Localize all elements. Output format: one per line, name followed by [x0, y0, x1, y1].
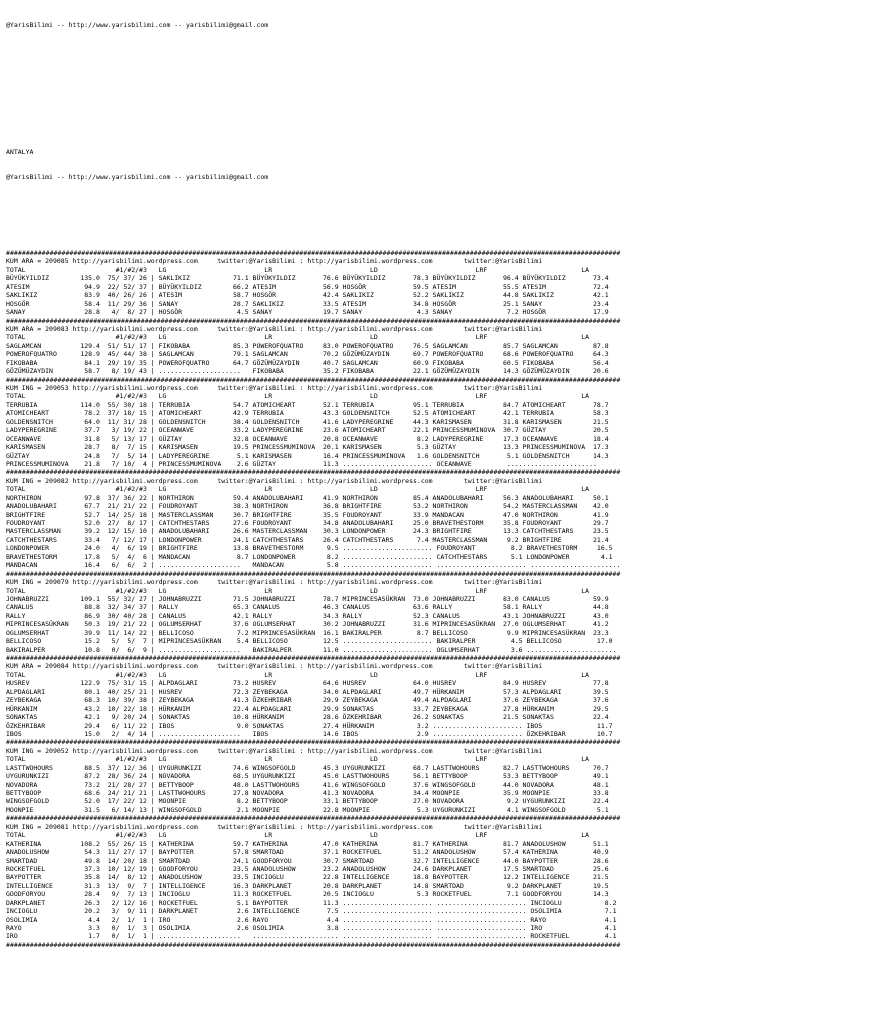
race-row: RAYO 3.3 0/ 1/ 3 | OSOLIMIA 2.6 OSOLIMIA 3.8 ....................... ....................... IRO 4.1: [6, 924, 617, 932]
race-row: GOODFORYOU 28.4 9/ 7/ 13 | INCIOGLU 11.3 ROCKETFUEL 20.5 INCIOGLU 5.3 ROCKETFUEL 7.1 GOODFORYOU 14.3: [6, 890, 609, 899]
separator-line: ###########################################################################################################################################################: [6, 814, 621, 823]
race-row: SANAY 28.8 4/ 8/ 27 | HOSGÖR 4.5 SANAY 19.7 SANAY 4.3 SANAY 7.2 HOSGÖR 17.9: [6, 308, 609, 317]
race-row: BAYPOTTER 35.8 14/ 8/ 12 | ANADOLUSHOW 23.5 INCIOGLU 22.8 INTELLIGENCE 18.8 BAYPOTTER 12.2 INTELLIGENCE 21.5: [6, 873, 609, 882]
blank-line: [6, 46, 620, 54]
race-row: GOLDENSNITCH 64.0 11/ 31/ 28 | GOLDENSNITCH 38.4 GOLDENSNITCH 41.6 LADYPEREGRINE 44.3 KARISMASEN 31.8 KARISMASEN 21.5: [6, 417, 609, 426]
race-row: RALLY 86.9 30/ 40/ 28 | CANALUS 42.1 RALLY 34.3 RALLY 52.3 CANALUS 43.1 JOHNABRUZZI 43.0: [6, 611, 609, 620]
race-row: ATOMICHEART 78.2 37/ 18/ 15 | ATOMICHEART 42.9 TERRUBIA 43.3 GOLDENSNITCH 52.5 ATOMICHEART 42.1 TERRUBIA 58.3: [6, 409, 609, 418]
race-row: OCEANWAVE 31.8 5/ 13/ 17 | GÜZTAY 32.8 OCEANWAVE 20.8 OCEANWAVE 8.2 LADYPEREGRINE 17.3 OCEANWAVE 18.4: [6, 434, 609, 443]
race-row: BRIGHTFIRE 52.7 14/ 25/ 18 | MASTERCLASSMAN 30.7 BRIGHTFIRE 35.5 FOUDROYANT 33.9 MANDACAN 47.0 NORTHIRON 41.9: [6, 510, 609, 519]
race-block: [6, 570, 620, 654]
results-document: [6, 4, 620, 958]
race-title: KUM ARA = 209084 http://yarisbilimi.wordpress.com twitter:@YarisBilimi : http://yarisbilimi.wordpress.com twitter:@YarisBilimi: [6, 662, 543, 671]
race-row: SAGLAMCAN 129.4 51/ 51/ 17 | FIKOBABA 85.3 POWEROFQUATRO 83.0 POWEROFQUATRO 76.5 SAGLAMCAN 85.7 SAGLAMCAN 87.8: [6, 341, 609, 350]
race-row: NOVADORA 73.2 21/ 28/ 27 | BETTYBOOP 48.0 LASTTWOHOURS 41.6 WINGSOFGOLD 37.6 WINGSOFGOLD 44.0 NOVADORA 48.1: [6, 780, 609, 789]
race-title: KUM ING = 209081 http://yarisbilimi.wordpress.com twitter:@YarisBilimi : http://yarisbilimi.wordpress.com twitter:@YarisBilimi: [6, 822, 543, 831]
race-row: ZEYBEKAGA 68.3 10/ 39/ 38 | ZEYBEKAGA 41.3 ÖZKEHRIBAR 29.9 ZEYBEKAGA 49.4 ALPDAGLARI 37.6 ZEYBEKAGA 37.6: [6, 696, 609, 705]
blank-line: [6, 97, 620, 105]
race-title: KUM ING = 209079 http://yarisbilimi.wordpress.com twitter:@YarisBilimi : http://yarisbilimi.wordpress.com twitter:@YarisBilimi: [6, 578, 543, 587]
race-row: POWEROFQUATRO 128.9 45/ 44/ 38 | SAGLAMCAN 79.1 SAGLAMCAN 70.2 GÖZÜMÜZAYDIN 69.7 POWEROFQUATRO 68.6 POWEROFQUATRO 64.3: [6, 350, 609, 359]
race-row: BÜYÜKYILDIZ 135.0 75/ 37/ 26 | SAKLIKIZ 71.1 BÜYÜKYILDIZ 76.6 BÜYÜKYILDIZ 78.3 BÜYÜKYILDIZ 96.4 BÜYÜKYILDIZ 73.4: [6, 274, 609, 283]
column-header: TOTAL #1/#2/#3 LG LR LD LRF LA: [6, 392, 590, 401]
race-row: INTELLIGENCE 31.3 13/ 9/ 7 | INTELLIGENCE 16.3 DARKPLANET 20.8 DARKPLANET 14.8 SMARTDAD 9.2 DARKPLANET 19.5: [6, 881, 609, 890]
race-row: OSOLIMIA 4.4 2/ 1/ 1 | IRO 2.6 RAYO 4.4 ....................... ....................... RAYO 4.1: [6, 915, 617, 924]
race-row: KATHERINA 108.2 55/ 26/ 15 | KATHERINA 59.7 KATHERINA 47.0 KATHERINA 81.7 KATHERINA 81.7 ANADOLUSHOW 51.1: [6, 839, 609, 848]
race-row: LONDONPOWER 24.0 4/ 6/ 19 | BRIGHTFIRE 13.8 BRAVETHESTORM 9.5 ....................... FOUDROYANT 8.2 BRAVETHESTORM 16.5: [6, 544, 613, 553]
header-sub-line: @YarisBilimi -- http://www.yarisbilimi.com -- yarisbilimi@gmail.com: [6, 172, 269, 181]
race-title: KUM ING = 209053 http://yarisbilimi.wordpress.com twitter:@YarisBilimi : http://yarisbilimi.wordpress.com twitter:@YarisBilimi: [6, 384, 543, 392]
race-block: [6, 317, 620, 376]
blank-line: [6, 224, 620, 232]
race-row: LASTTWOHOURS 88.5 37/ 12/ 36 | UYGURUNKIZI 74.6 WINGSOFGOLD 45.3 UYGURUNKIZI 68.7 LASTTWOHOURS 82.7 LASTTWOHOURS 70.7: [6, 763, 609, 772]
race-row: BAKIRALPER 10.8 0/ 6/ 9 | ..................... BAKIRALPER 11.0 ....................... OGLUMSERHAT 3.6 .......................: [6, 645, 617, 654]
race-row: ALPDAGLARI 80.1 40/ 25/ 21 | HUSREV 72.3 ZEYBEKAGA 34.0 ALPDAGLARI 49.7 HÜRKANIM 57.3 ALPDAGLARI 39.5: [6, 687, 609, 696]
separator-line: ###########################################################################################################################################################: [6, 468, 621, 477]
column-header: TOTAL #1/#2/#3 LG LR LD LRF LA: [6, 586, 590, 595]
race-block: [6, 249, 620, 317]
separator-line: ###########################################################################################################################################################: [6, 375, 621, 384]
race-title: KUM ING = 209082 http://yarisbilimi.wordpress.com twitter:@YarisBilimi : http://yarisbilimi.wordpress.com twitter:@YarisBilimi: [6, 476, 543, 485]
column-header: TOTAL #1/#2/#3 LG LR LD LRF LA: [6, 265, 590, 274]
blank-line: [6, 198, 620, 206]
location-title: ANTALYA: [6, 147, 34, 156]
separator-line: ###########################################################################################################################################################: [6, 249, 621, 257]
race-row: INCIOGLU 20.2 3/ 9/ 11 | DARKPLANET 2.6 INTELLIGENCE 7.5 ....................... ....................... OSOLIMIA 7.1: [6, 907, 617, 916]
race-row: ATESIM 94.9 22/ 52/ 37 | BÜYÜKYILDIZ 66.2 ATESIM 56.9 HOSGÖR 59.5 ATESIM 55.5 ATESIM 72.4: [6, 282, 609, 291]
blank-line: [6, 122, 620, 130]
separator-line: ###########################################################################################################################################################: [6, 738, 621, 747]
race-row: SMARTDAD 49.8 14/ 20/ 18 | SMARTDAD 24.1 GOODFORYOU 30.7 SMARTDAD 32.7 INTELLIGENCE 44.0 BAYPOTTER 28.6: [6, 856, 609, 865]
race-row: HUSREV 122.9 75/ 31/ 15 | ALPDAGLARI 73.2 HUSREV 64.6 HUSREV 64.0 HUSREV 84.9 HUSREV 77.8: [6, 679, 609, 688]
race-row: HOSGÖR 58.4 11/ 29/ 36 | SANAY 28.7 SAKLIKIZ 33.5 ATESIM 34.8 HOSGÖR 25.1 SANAY 23.4: [6, 299, 609, 308]
race-row: ÖZKEHRIBAR 29.4 6/ 11/ 22 | IBOS 9.0 SONAKTAS 27.4 HÜRKANIM 3.2 ....................... IBOS 11.7: [6, 721, 613, 730]
race-title: KUM ING = 209052 http://yarisbilimi.wordpress.com twitter:@YarisBilimi : http://yarisbilimi.wordpress.com twitter:@YarisBilimi: [6, 746, 543, 755]
column-header: TOTAL #1/#2/#3 LG LR LD LRF LA: [6, 755, 590, 764]
race-block: [6, 468, 620, 569]
race-row: CATCHTHESTARS 33.4 7/ 12/ 17 | LONDONPOWER 24.1 CATCHTHESTARS 26.4 CATCHTHESTARS 7.4 MASTERCLASSMAN 9.2 BRIGHTFIRE 21.4: [6, 535, 609, 544]
race-title: KUM ARA = 209083 http://yarisbilimi.wordpress.com twitter:@YarisBilimi : http://yarisbilimi.wordpress.com twitter:@YarisBilimi: [6, 324, 543, 333]
race-row: MASTERCLASSMAN 39.2 12/ 15/ 10 | ANADOLUBAHARI 26.6 MASTERCLASSMAN 30.3 LONDONPOWER 24.3 BRIGHTFIRE 13.3 CATCHTHESTARS 23.5: [6, 527, 609, 536]
race-row: KARISMASEN 28.7 8/ 7/ 15 | KARISMASEN 19.5 PRINCESSMUMINOVA 20.1 KARISMASEN 5.3 GÜZTAY 13.3 PRINCESSMUMINOVA 17.3: [6, 443, 609, 452]
race-list: [6, 249, 620, 949]
column-header: TOTAL #1/#2/#3 LG LR LD LRF LA: [6, 670, 590, 679]
race-row: ROCKETFUEL 37.3 10/ 12/ 19 | GOODFORYOU 23.5 ANADOLUSHOW 23.2 ANADOLUSHOW 24.6 DARKPLANET 17.5 SMARTDAD 25.6: [6, 864, 609, 873]
race-row: LADYPEREGRINE 37.7 3/ 19/ 22 | OCEANWAVE 33.2 LADYPEREGRINE 23.6 ATOMICHEART 22.1 PRINCESSMUMINOVA 30.7 GÜZTAY 20.5: [6, 426, 609, 435]
race-row: SONAKTAS 42.1 9/ 20/ 24 | SONAKTAS 10.8 HÜRKANIM 28.6 ÖZKEHRIBAR 26.2 SONAKTAS 21.5 SONAKTAS 22.4: [6, 713, 609, 722]
race-row: SAKLIKIZ 83.9 40/ 26/ 26 | ATESIM 58.7 HOSGÖR 42.4 SAKLIKIZ 52.2 SAKLIKIZ 44.8 SAKLIKIZ 42.1: [6, 291, 609, 300]
race-row: ANADOLUBAHARI 67.7 21/ 21/ 22 | FOUDROYANT 38.3 NORTHIRON 36.8 BRIGHTFIRE 53.2 NORTHIRON 54.2 MASTERCLASSMAN 42.0: [6, 502, 609, 511]
race-row: UYGURUNKIZI 87.2 28/ 36/ 24 | NOVADORA 68.5 UYGURUNKIZI 45.0 LASTTWOHOURS 56.1 BETTYBOOP 53.3 BETTYBOOP 49.1: [6, 772, 609, 781]
race-title: KUM ARA = 209085 http://yarisbilimi.wordpress.com twitter:@YarisBilimi : http://yarisbilimi.wordpress.com twitter:@YarisBilimi: [6, 257, 543, 266]
race-row: OGLUMSERHAT 39.9 11/ 14/ 22 | BELLICOSO 7.2 MIPRINCESASÜKRAN 16.1 BAKIRALPER 8.7 BELLICOSO 9.9 MIPRINCESASÜKRAN 23.3: [6, 628, 609, 637]
column-header: TOTAL #1/#2/#3 LG LR LD LRF LA: [6, 831, 590, 840]
separator-line: ###########################################################################################################################################################: [6, 569, 621, 578]
race-row: FIKOBABA 84.1 29/ 19/ 35 | POWEROFQUATRO 64.7 GÖZÜMÜZAYDIN 40.7 SAGLAMCAN 60.9 FIKOBABA 60.5 FIKOBABA 56.4: [6, 358, 609, 367]
race-row: BETTYBOOP 68.6 24/ 21/ 21 | LASTTWOHOURS 27.8 NOVADORA 41.3 NOVADORA 34.4 MOONPIE 35.9 MOONPIE 33.8: [6, 789, 609, 797]
race-block: [6, 814, 620, 941]
separator-line: ###########################################################################################################################################################: [6, 316, 621, 325]
race-row: BRAVETHESTORM 17.8 5/ 4/ 6 | MANDACAN 8.7 LONDONPOWER 8.2 ....................... CATCHTHESTARS 5.1 LONDONPOWER 4.1: [6, 552, 613, 561]
header-top-line: @YarisBilimi -- http://www.yarisbilimi.com -- yarisbilimi@gmail.com: [6, 20, 269, 29]
race-row: JOHNABRUZZI 109.1 55/ 32/ 27 | JOHNABRUZZI 71.5 JOHNABRUZZI 78.7 MIPRINCESASÜKRAN 73.0 JOHNABRUZZI 83.0 CANALUS 59.9: [6, 594, 609, 603]
blank-line: [6, 72, 620, 80]
race-row: GÜZTAY 24.8 7/ 5/ 14 | LADYPEREGRINE 5.1 KARISMASEN 16.4 PRINCESSMUMINOVA 1.6 GOLDENSNITCH 5.1 GOLDENSNITCH 14.3: [6, 451, 609, 460]
race-row: GÖZÜMÜZAYDIN 58.7 8/ 19/ 43 | ..................... FIKOBABA 35.2 FIKOBABA 22.1 GÖZÜMÜZAYDIN 14.3 GÖZÜMÜZAYDIN 20.6: [6, 367, 609, 376]
race-row: PRINCESSMUMINOVA 21.8 7/ 10/ 4 | PRINCESSMUMINOVA 2.6 GÜZTAY 11.3 ....................... OCEANWAVE .......................: [6, 459, 597, 468]
race-row: CANALUS 88.8 32/ 34/ 37 | RALLY 65.3 CANALUS 46.3 CANALUS 63.6 RALLY 58.1 RALLY 44.8: [6, 603, 609, 612]
race-row: DARKPLANET 26.3 2/ 12/ 16 | ROCKETFUEL 5.1 BAYPOTTER 11.3 ....................... ....................... INCIOGLU 8.2: [6, 898, 617, 907]
race-row: HÜRKANIM 43.2 10/ 22/ 18 | HÜRKANIM 22.4 ALPDAGLARI 29.9 SONAKTAS 33.7 ZEYBEKAGA 27.8 HÜRKANIM 29.5: [6, 704, 609, 713]
race-row: TERRUBIA 114.0 55/ 30/ 18 | TERRUBIA 54.7 ATOMICHEART 52.1 TERRUBIA 95.1 TERRUBIA 84.7 ATOMICHEART 78.7: [6, 400, 609, 409]
race-row: ANADOLUSHOW 54.3 11/ 27/ 17 | BAYPOTTER 57.8 SMARTDAD 37.1 ROCKETFUEL 51.2 ANADOLUSHOW 57.4 KATHERINA 40.9: [6, 848, 609, 857]
race-row: NORTHIRON 97.8 37/ 36/ 22 | NORTHIRON 59.4 ANADOLUBAHARI 41.9 NORTHIRON 85.4 ANADOLUBAHARI 56.3 ANADOLUBAHARI 50.1: [6, 493, 609, 502]
separator-line: ###########################################################################################################################################################: [6, 654, 621, 662]
race-row: MOONPIE 31.5 6/ 14/ 13 | WINGSOFGOLD 2.1 MOONPIE 22.8 MOONPIE 5.3 UYGURUNKIZI 4.1 WINGSOFGOLD 5.1: [6, 805, 609, 814]
race-row: IRO 1.7 0/ 1/ 1 | ..................... ...................... ....................... ....................... ROCKETFUEL 4.1: [6, 932, 617, 941]
column-header: TOTAL #1/#2/#3 LG LR LD LRF LA: [6, 485, 590, 494]
race-row: MIPRINCESASÜKRAN 50.3 19/ 21/ 22 | OGLUMSERHAT 37.6 OGLUMSERHAT 30.2 JOHNABRUZZI 31.6 MIPRINCESASÜKRAN 27.0 OGLUMSERHAT 41.2: [6, 620, 609, 629]
race-row: IBOS 15.0 2/ 4/ 14 | ..................... IBOS 14.6 IBOS 2.9 ....................... ÖZKEHRIBAR 10.7: [6, 729, 613, 738]
race-row: FOUDROYANT 52.0 27/ 8/ 17 | CATCHTHESTARS 27.6 FOUDROYANT 34.8 ANADOLUBAHARI 25.0 BRAVETHESTORM 35.8 FOUDROYANT 29.7: [6, 519, 609, 527]
separator-line: ###########################################################################################################################################################: [6, 940, 621, 949]
race-block: [6, 654, 620, 738]
race-row: BELLICOSO 15.2 5/ 5/ 7 | MIPRINCESASÜKRAN 5.4 BELLICOSO 12.5 ....................... BAKIRALPER 4.5 BELLICOSO 17.0: [6, 637, 613, 646]
race-block: [6, 376, 620, 469]
race-block: [6, 738, 620, 814]
race-row: MANDACAN 16.4 6/ 6/ 2 | ..................... MANDACAN 5.8 ....................... ....................... .......................: [6, 561, 621, 570]
column-header: TOTAL #1/#2/#3 LG LR LD LRF LA: [6, 333, 590, 342]
race-row: WINGSOFGOLD 52.0 17/ 22/ 12 | MOONPIE 8.2 BETTYBOOP 33.1 BETTYBOOP 27.0 NOVADORA 9.2 UYGURUNKIZI 22.4: [6, 797, 609, 806]
